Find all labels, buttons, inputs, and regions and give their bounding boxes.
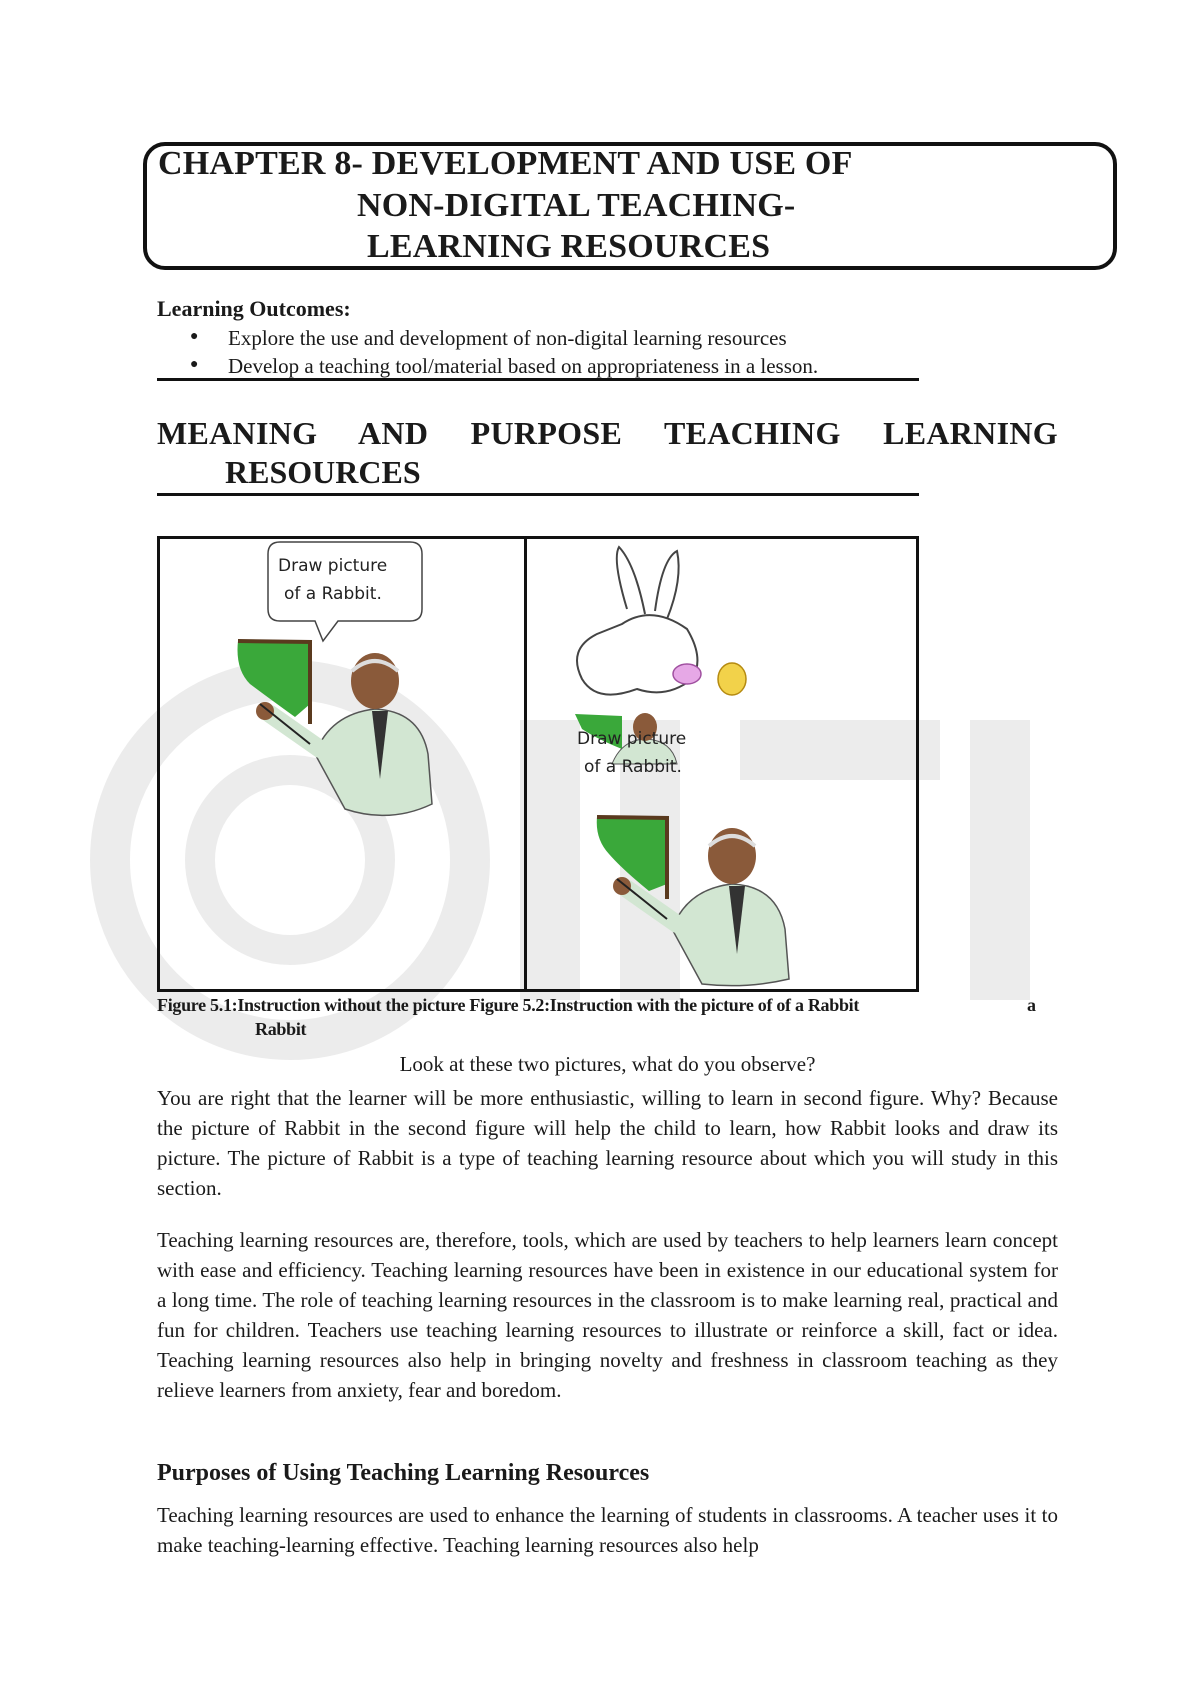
learning-outcomes-title: Learning Outcomes: [157, 296, 351, 321]
heading-word: TEACHING [663, 415, 841, 451]
section-heading-line1 [157, 415, 1058, 452]
figure-caption-line1: Figure 5.1:Instruction without the picture Figure 5.2:Instruction with the picture of of a Rabbit [157, 995, 860, 1015]
figure-caption-line2: Rabbit [255, 1019, 307, 1039]
question-line: Look at these two pictures, what do you observe? [399, 1052, 816, 1076]
learning-outcomes-list [187, 324, 818, 380]
chapter-title-line3: LEARNING RESOURCES [367, 228, 771, 265]
heading-word: PURPOSE [470, 415, 623, 451]
figure-right-panel [527, 539, 916, 989]
section-heading-line2: RESOURCES [225, 454, 421, 490]
figure-caption-a: a [1027, 995, 1036, 1015]
heading-word: AND [358, 415, 429, 451]
overlay-text-line2: of a Rabbit. [584, 757, 682, 777]
heading-word: MEANING [157, 415, 318, 451]
bubble-text-line1: Draw picture [278, 556, 388, 576]
subsection-heading: Purposes of Using Teaching Learning Resources [157, 1460, 650, 1486]
list-item: ● Explore the use and development of non-digital learning resources [187, 324, 818, 352]
paragraph-3: Teaching learning resources are used to enhance the learning of students in classrooms. A teacher uses it to make teaching-learning effective. Teaching learning resources also help [157, 1503, 1058, 1557]
paragraph-1: You are right that the learner will be more enthusiastic, willing to learn in second figure. Why? Because the picture of Rabbit in the second figure will help the child to learn, how Rabbit looks and draw its picture. The picture of Rabbit is a type of teaching learning resource about which you will study in this section. [157, 1086, 1058, 1200]
divider-rule [157, 493, 919, 496]
divider-rule [157, 378, 919, 381]
chapter-title-line1: CHAPTER 8- DEVELOPMENT AND USE OF [158, 145, 853, 182]
rabbit-icon [577, 547, 746, 695]
chapter-title-line2: NON-DIGITAL TEACHING- [357, 187, 796, 224]
chalkboard-icon [597, 817, 667, 891]
heading-word: LEARNING [883, 415, 1058, 451]
chalkboard-icon [238, 641, 311, 717]
paragraph-2: Teaching learning resources are, therefore, tools, which are used by teachers to help learners learn concept with ease and efficiency. Teaching learning resources have been in existence in our educational system for a long time. The role of teaching learning resources in the classroom is to make learning real, practical and fun for children. Teachers use teaching learning resources to illustrate or reinforce a skill, fact or idea. Teaching learning resources also help in bringing novelty and freshness in classroom teaching as they relieve learners from anxiety, fear and boredom. [157, 1228, 1058, 1402]
figure-left-panel [160, 539, 522, 989]
list-item: ● Develop a teaching tool/material based on appropriateness in a lesson. [187, 352, 818, 380]
bubble-text-line2: of a Rabbit. [284, 584, 382, 604]
overlay-text-line1: Draw picture [577, 729, 687, 749]
